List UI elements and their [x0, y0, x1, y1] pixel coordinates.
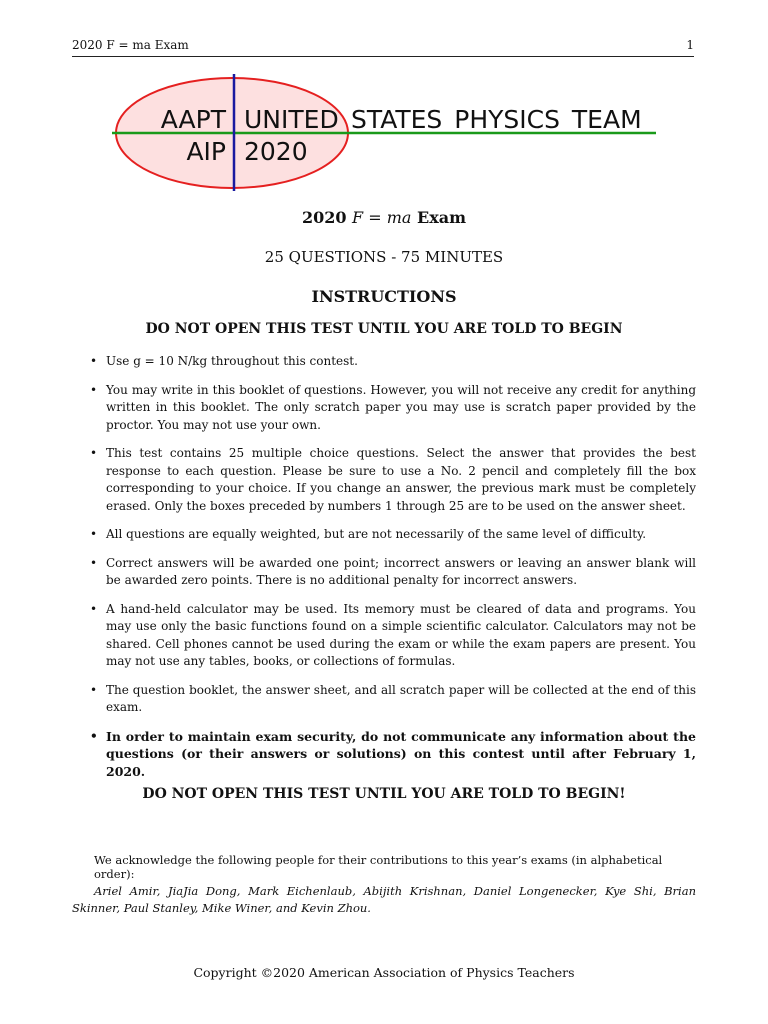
exam-title-formula: F = ma	[352, 208, 412, 227]
warning-bottom: DO NOT OPEN THIS TEST UNTIL YOU ARE TOLD TO BEGIN!	[142, 786, 626, 802]
exam-title	[0, 208, 768, 227]
instruction-item: • A hand-held calculator may be used. Its memory must be cleared of data and programs. You may use only the basic functions found on a simple scientific calculator. Calculators may not be shared. Cell phones cannot be used during the exam or while the exam papers are present. You may not use any tables, books, or collections of formulas.	[88, 601, 696, 671]
acknowledgement: We acknowledge the following people for their contributions to this year’s exams (in alphabetical order):	[94, 853, 663, 881]
instructions-heading: INSTRUCTIONS	[311, 287, 457, 306]
logo-aapt: AAPT	[160, 105, 226, 134]
warning-top: DO NOT OPEN THIS TEST UNTIL YOU ARE TOLD TO BEGIN	[145, 321, 623, 337]
exam-title-suffix: Exam	[411, 208, 467, 227]
instruction-list	[88, 353, 696, 791]
instruction-item-security: • In order to maintain exam security, do not communicate any information about the questions (or their answers or solutions) on this contest until after February 1, 2020.	[88, 728, 696, 781]
logo-united: UNITED	[244, 105, 339, 134]
instruction-item: • The question booklet, the answer sheet, and all scratch paper will be collected at the end of this exam.	[88, 682, 696, 717]
instruction-item: • Use g = 10 N/kg throughout this contest.	[88, 353, 696, 371]
contributors-list: Ariel Amir, JiaJia Dong, Mark Eichenlaub, Abijith Krishnan, Daniel Longenecker, Kye Shi, Brian Skinner, Paul Stanley, Mike Winer, and Kevin Zhou.	[72, 884, 696, 915]
header-title: 2020 F = ma Exam	[72, 38, 189, 52]
instruction-item: • This test contains 25 multiple choice questions. Select the answer that provides the best response to each question. Please be sure to use a No. 2 pencil and completely fill the box corresponding to your choice. If you change an answer, the previous mark must be completely erased. Only the boxes preceded by numbers 1 through 25 are to be used on the answer sheet.	[88, 445, 696, 515]
instruction-item: • You may write in this booklet of questions. However, you will not receive any credit for anything written in this booklet. The only scratch paper you may use is scratch paper provided by the proctor. You may not use your own.	[88, 382, 696, 435]
logo-aip: AIP	[186, 137, 226, 166]
copyright-notice: Copyright ©2020 American Association of Physics Teachers	[193, 965, 575, 980]
exam-title-year: 2020	[301, 208, 353, 227]
logo-year: 2020	[244, 137, 308, 166]
instruction-item: • All questions are equally weighted, but are not necessarily of the same level of difficulty.	[88, 526, 696, 544]
exam-subtitle: 25 QUESTIONS - 75 MINUTES	[264, 248, 504, 266]
page-number: 1	[686, 38, 694, 52]
logo-states-physics-team: STATES PHYSICS TEAM	[351, 105, 642, 134]
instruction-item: • Correct answers will be awarded one point; incorrect answers or leaving an answer blank will be awarded zero points. There is no additional penalty for incorrect answers.	[88, 555, 696, 590]
usapt-logo	[0, 0, 768, 200]
